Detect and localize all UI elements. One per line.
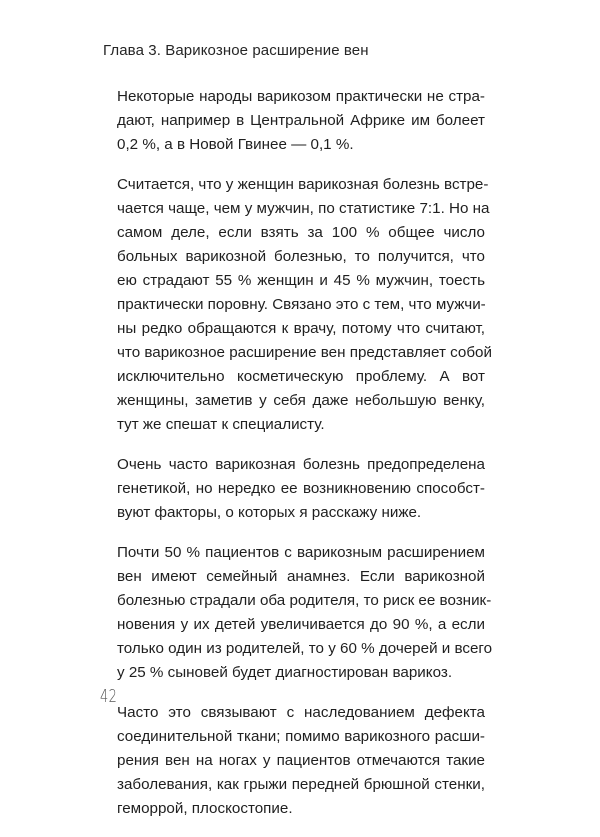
paragraph — [117, 173, 492, 437]
text-line: соединительной ткани; помимо варикозного расши- — [117, 728, 485, 745]
paragraph — [117, 85, 485, 157]
running-header: Глава 3. Варикозное расширение вен — [103, 42, 369, 59]
text-line: Считается, что у женщин варикозная болезнь встре- — [117, 176, 489, 193]
text-line: заболевания, как грыжи передней брюшной стенки, — [117, 776, 485, 793]
text-line: Часто это связывают с наследованием дефекта — [117, 704, 485, 721]
text-line: генетикой, но нередко ее возникновению способст- — [117, 480, 485, 497]
text-line: 0,2 %, а в Новой Гвинее — 0,1 %. — [117, 136, 354, 153]
text-line: тут же спешат к специалисту. — [117, 416, 325, 433]
text-line: рения вен на ногах у пациентов отмечаются такие — [117, 752, 485, 769]
text-line: Очень часто варикозная болезнь предопределена — [117, 456, 485, 473]
text-line: практически поровну. Связано это с тем, что мужчи- — [117, 296, 486, 313]
text-line: вуют факторы, о которых я расскажу ниже. — [117, 504, 422, 521]
text-line: что варикозное расширение вен представляет собой — [117, 344, 492, 361]
text-line: Некоторые народы варикозом практически не стра- — [117, 88, 485, 105]
text-line: ны редко обращаются к врачу, потому что считают, — [117, 320, 485, 337]
text-line: только один из родителей, то у 60 % дочерей и всего — [117, 640, 493, 657]
paragraph — [117, 541, 493, 685]
page-number: 42 — [100, 686, 118, 707]
text-line: новения у их детей увеличивается до 90 %, а если — [117, 616, 485, 633]
text-line: геморрой, плоскостопие. — [117, 800, 293, 817]
text-line: самом деле, если взять за 100 % общее число — [117, 224, 485, 241]
text-line: чается чаще, чем у мужчин, по статистике 7:1. Но на — [117, 200, 490, 217]
text-line: Почти 50 % пациентов с варикозным расширением — [117, 544, 485, 561]
text-line: женщины, заметив у себя даже небольшую венку, — [117, 392, 485, 409]
text-line: болезнью страдали оба родителя, то риск ее возник- — [117, 592, 492, 609]
text-line: исключительно косметическую проблему. А вот — [117, 368, 485, 385]
text-line: у 25 % сыновей будет диагностирован варикоз. — [117, 664, 453, 681]
text-line: ею страдают 55 % женщин и 45 % мужчин, тоесть — [117, 272, 485, 289]
text-line: больных варикозной болезнью, то получится, что — [117, 248, 485, 265]
text-line: дают, например в Центральной Африке им болеет — [117, 112, 485, 129]
text-line: вен имеют семейный анамнез. Если варикозной — [117, 568, 485, 585]
body-text — [117, 85, 493, 837]
paragraph — [117, 453, 485, 525]
paragraph — [117, 701, 485, 821]
